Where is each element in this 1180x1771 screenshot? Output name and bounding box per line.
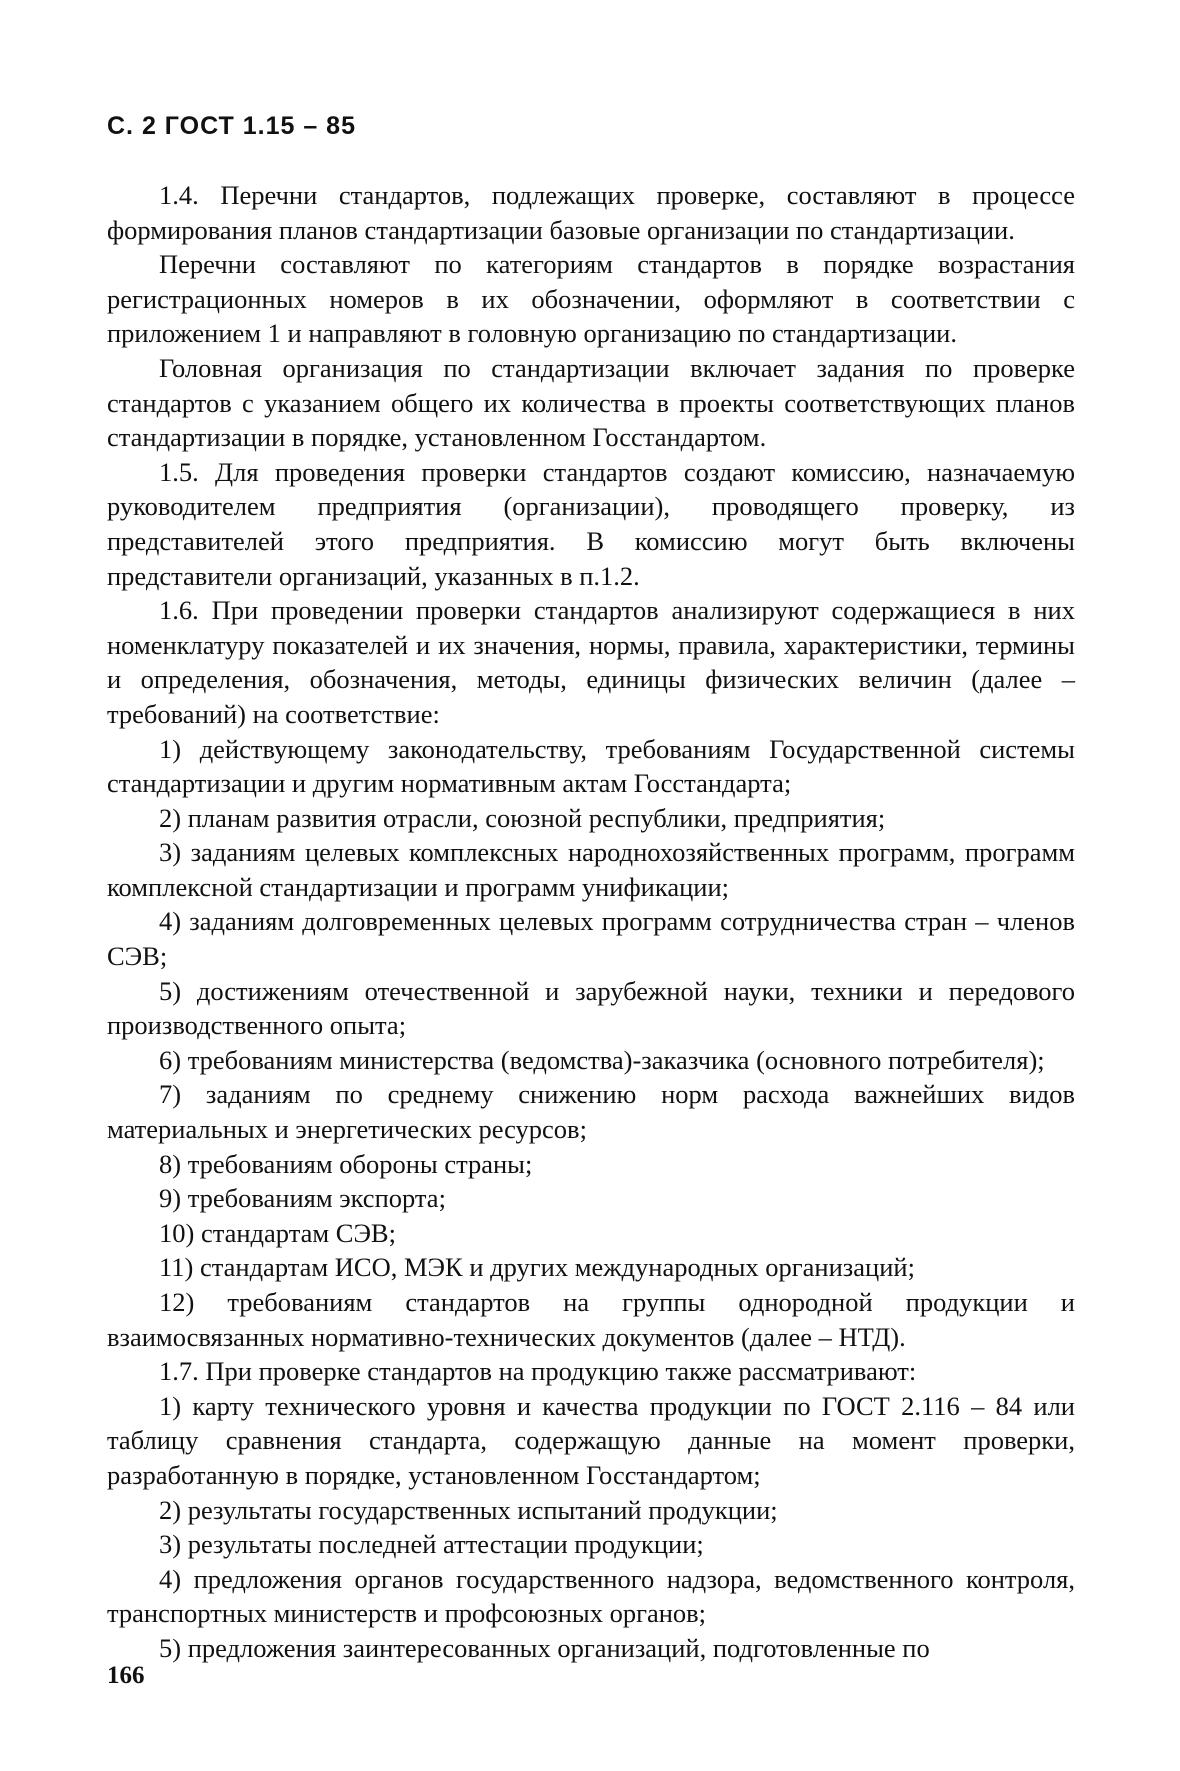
- list-item-1-6-10: 10) стандартам СЭВ;: [159, 1217, 396, 1248]
- list-item-1-7-4: 4) предложения органов государственного надзора, ведомственного контроля, транспортных министерств и профсоюзных органов;: [107, 1563, 1075, 1629]
- paragraph-lists-compiling: Перечни составляют по категориям стандартов в порядке возрастания регистрационных номеров в их обозначении, оформляют в соответствии с приложением 1 и направляют в головную организацию по стандартизации.: [107, 249, 1075, 349]
- list-item-1-6-7: 7) заданиям по среднему снижению норм расхода важнейших видов материальных и энергетических ресурсов;: [107, 1079, 1075, 1145]
- list-item-1-6-8: 8) требованиям обороны страны;: [159, 1148, 533, 1179]
- paragraph-1-7: 1.7. При проверке стандартов на продукцию также рассматривают:: [159, 1356, 917, 1387]
- list-item-1-7-5: 5) предложения заинтересованных организаций, подготовленные по: [159, 1632, 930, 1663]
- list-item-1-7-2: 2) результаты государственных испытаний продукции;: [159, 1494, 778, 1525]
- list-item-1-6-9: 9) требованиям экспорта;: [159, 1183, 446, 1214]
- list-item-1-6-2: 2) планам развития отрасли, союзной республики, предприятия;: [159, 802, 886, 833]
- list-item-1-7-3: 3) результаты последней аттестации продукции;: [159, 1529, 704, 1560]
- paragraph-1-6: 1.6. При проведении проверки стандартов анализируют содержащиеся в них номенклатуру показателей и их значения, нормы, правила, характеристики, термины и определения, обозначения, методы, единицы физических величин (далее – требований) на соответствие:: [107, 595, 1075, 729]
- list-item-1-6-5: 5) достижениям отечественной и зарубежной науки, техники и передового производственного опыта;: [107, 975, 1075, 1041]
- running-header: С. 2 ГОСТ 1.15 – 85: [107, 112, 356, 140]
- document-body: [107, 178, 1075, 1666]
- list-item-1-6-6: 6) требованиям министерства (ведомства)-заказчика (основного потребителя);: [159, 1044, 1045, 1075]
- list-item-1-6-4: 4) заданиям долговременных целевых программ сотрудничества стран – членов СЭВ;: [107, 906, 1075, 972]
- list-item-1-6-3: 3) заданиям целевых комплексных народнохозяйственных программ, программ комплексной стандартизации и программ унификации;: [107, 837, 1075, 902]
- list-item-1-7-1: 1) карту технического уровня и качества продукции по ГОСТ 2.116 – 84 или таблицу сравнения стандарта, содержащую данные на момент проверки, разработанную в порядке, установленном Госстандартом;: [107, 1390, 1075, 1490]
- paragraph-1-4: 1.4. Перечни стандартов, подлежащих проверке, составляют в процессе формирования планов стандартизации базовые организации по стандартизации.: [107, 180, 1075, 245]
- page-number: 166: [107, 1662, 145, 1689]
- paragraph-head-organization: Головная организация по стандартизации включает задания по проверке стандартов с указанием общего их количества в проекты соответствующих планов стандартизации в порядке, установленном Госстандартом.: [107, 352, 1075, 453]
- list-item-1-6-12: 12) требованиям стандартов на группы однородной продукции и взаимосвязанных нормативно-технических документов (далее – НТД).: [107, 1287, 1075, 1352]
- paragraph-1-5: 1.5. Для проведения проверки стандартов создают комиссию, назначаемую руководителем предприятия (организации), проводящего проверку, из представителей этого предприятия. В комиссию могут быть включены представители организаций, указанных в п.1.2.: [107, 456, 1075, 591]
- list-item-1-6-1: 1) действующему законодательству, требованиям Государственной системы стандартизации и другим нормативным актам Госстандарта;: [107, 733, 1075, 799]
- list-item-1-6-11: 11) стандартам ИСО, МЭК и других международных организаций;: [159, 1252, 915, 1283]
